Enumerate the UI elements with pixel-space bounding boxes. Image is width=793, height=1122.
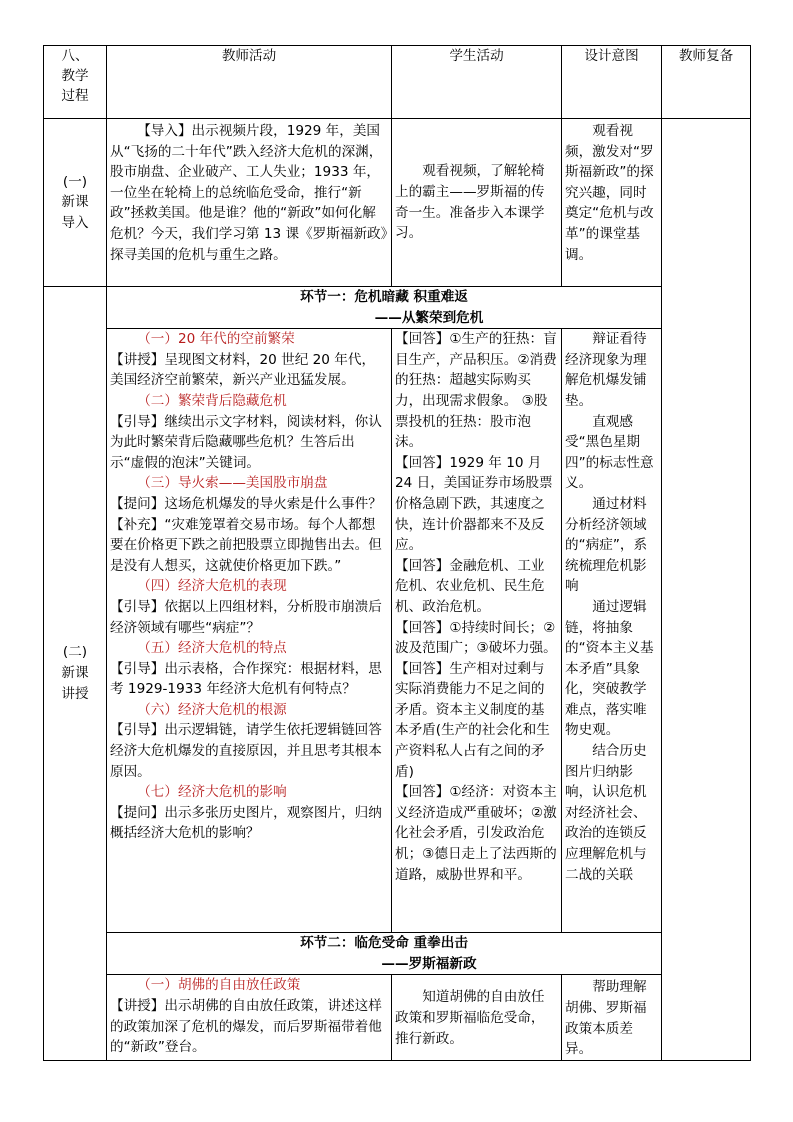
- design-note: 通过材料分析经济领域的“病症”，系统梳理危机影响: [565, 495, 648, 595]
- design-note: 结合历史图片归纳影响，认识危机对经济社会、政治的连锁反应理解危机与二战的关联: [565, 743, 647, 883]
- header-teacher-review: 教师复备: [662, 46, 751, 119]
- section1-design-intent: [562, 329, 662, 933]
- teacher-step: 【引导】继续出示文字材料，阅读材料，你认为此时繁荣背后隐藏哪些危机？生答后出示“虚假的泡沫”关键词。: [110, 413, 382, 471]
- intro-row: [44, 119, 751, 287]
- subsection-heading: （六）经济大危机的根源: [137, 701, 287, 718]
- subsection-heading: （五）经济大危机的特点: [137, 640, 287, 657]
- student-answer: 【回答】①持续时间长；②波及范围广；③破坏力强。: [395, 619, 557, 657]
- section1-title-row: [44, 287, 751, 329]
- section2-student-activity: [392, 975, 562, 1060]
- lecture-stage: [44, 287, 107, 1061]
- header-design-intent: 设计意图: [562, 46, 662, 119]
- header-stage-line: 教学: [61, 68, 89, 84]
- lesson-process-table: [43, 45, 751, 1061]
- student-answer: 【回答】①经济：对资本主义经济造成严重破坏；②激化社会矛盾，引发政治危机；③德日走上了法西斯的道路，威胁世界和平。: [395, 784, 557, 883]
- subsection-heading: （三）导火索——美国股市崩盘: [137, 475, 328, 492]
- teacher-step: 【引导】出示逻辑链，请学生依托逻辑链回答经济大危机爆发的直接原因，并且思考其根本原因。: [110, 722, 382, 780]
- student-answer: 知道胡佛的自由放任政策和罗斯福临危受命，推行新政。: [395, 989, 545, 1047]
- intro-student-text: 观看视频，了解轮椅上的霸主——罗斯福的传奇一生。准备步入本课学习。: [395, 163, 545, 242]
- subsection-heading: （七）经济大危机的影响: [137, 784, 287, 801]
- teacher-step: 【引导】出示表格，合作探究：根据材料，思考 1929-1933 年经济大危机有何特点？: [110, 660, 382, 698]
- student-answer: 【回答】生产相对过剩与实际消费能力不足之间的矛盾。资本主义制度的基本矛盾(生产的社会化和生产资料私人占有之间的矛盾): [395, 660, 550, 780]
- lecture-stage-line: 新课: [61, 665, 89, 682]
- intro-stage-line: 新课: [61, 194, 89, 211]
- intro-teacher-activity: [107, 119, 392, 287]
- section2-title: [107, 933, 662, 975]
- lecture-stage-line: (二): [62, 644, 88, 661]
- section1-subheading: ——从繁荣到危机: [374, 309, 484, 326]
- subsection-heading: （一）20 年代的空前繁荣: [137, 331, 295, 348]
- teacher-step: 【讲授】呈现图文材料，20 世纪 20 年代，美国经济空前繁荣，新兴产业迅猛发展。: [110, 351, 376, 389]
- section2-teacher-activity: [107, 975, 392, 1060]
- section2-heading: 环节二：临危受命 重拳出击: [300, 935, 468, 952]
- header-teacher-activity: 教师活动: [107, 46, 392, 119]
- section1-teacher-activity: [107, 329, 392, 933]
- section2-design-intent: [562, 975, 662, 1060]
- subsection-heading: （一）胡佛的自由放任政策: [137, 977, 301, 994]
- teacher-step: 【补充】“灾难笼罩着交易市场。每个人都想要在价格更下跌之前把股票立即抛售出去。但是没有人想买，这就使价格更加下跌。”: [110, 516, 382, 574]
- intro-stage: [44, 119, 107, 287]
- lecture-stage-line: 讲授: [61, 685, 89, 702]
- section1-title: [107, 287, 662, 329]
- header-row: [44, 46, 751, 119]
- design-note: 帮助理解胡佛、罗斯福政策本质差异。: [565, 979, 647, 1058]
- section1-heading: 环节一：危机暗藏 积重难返: [300, 289, 468, 305]
- section2-subheading: ——罗斯福新政: [381, 955, 477, 972]
- intro-stage-line: 导入: [61, 214, 89, 231]
- header-student-activity: 学生活动: [392, 46, 562, 119]
- subsection-heading: （二）繁荣背后隐藏危机: [137, 392, 287, 409]
- intro-design-intent: [562, 119, 662, 287]
- teacher-step: 【提问】出示多张历史图片，观察图片，归纳概括经济大危机的影响？: [110, 804, 382, 842]
- subsection-heading: （四）经济大危机的表现: [137, 578, 287, 595]
- header-stage-line: 八、: [61, 48, 89, 64]
- section1-content-row: [44, 329, 751, 933]
- teacher-step: 【引导】依据以上四组材料，分析股市崩溃后经济领域有哪些“病症”？: [110, 598, 382, 636]
- intro-student-activity: [392, 119, 562, 287]
- header-stage: [44, 46, 107, 119]
- intro-design-text: 观看视频，激发对“罗斯福新政”的探究兴趣，同时奠定“危机与改革”的课堂基调。: [565, 123, 654, 263]
- teacher-step: 【提问】这场危机爆发的导火索是什么事件？: [110, 495, 382, 512]
- header-stage-line: 过程: [61, 88, 89, 104]
- teacher-step: 【讲授】出示胡佛的自由放任政策，讲述这样的政策加深了危机的爆发，而后罗斯福带着他的“新政”登台。: [110, 997, 382, 1056]
- student-answer: 【回答】1929 年 10 月 24 日，美国证券市场股票价格急剧下跌，其速度之快，连计价器都来不及反应。: [395, 454, 553, 554]
- section1-student-activity: [392, 329, 562, 933]
- design-note: 辩证看待经济现象为理解危机爆发铺垫。: [565, 331, 647, 409]
- teacher-review-blank: [662, 119, 751, 1061]
- section2-content-row: [44, 975, 751, 1060]
- design-note: 通过逻辑链，将抽象的“资本主义基本矛盾”具象化，突破教学难点，落实唯物史观。: [565, 598, 654, 739]
- section2-title-row: [44, 933, 751, 975]
- design-note: 直观感受“黑色星期四”的标志性意义。: [565, 413, 654, 492]
- intro-teacher-text: 【导入】出示视频片段，1929 年，美国从“飞扬的二十年代”跌入经济大危机的深渊，股市崩盘、企业破产、工人失业；1933 年，一位坐在轮椅上的总统临危受命，推行“新政”拯救美国。他是谁？他的“新政”如何化解危机？今天，我们学习第 13 课《罗斯福新政》探寻美国的危机与重生之路。: [110, 123, 388, 263]
- student-answer: 【回答】①生产的狂热：盲目生产，产品积压。②消费的狂热：超越实际购买力，出现需求假象。 ③股票投机的狂热：股市泡沫。: [395, 331, 557, 451]
- student-answer: 【回答】金融危机、工业危机、农业危机、民生危机、政治危机。: [395, 557, 545, 615]
- intro-stage-line: (一): [62, 173, 88, 190]
